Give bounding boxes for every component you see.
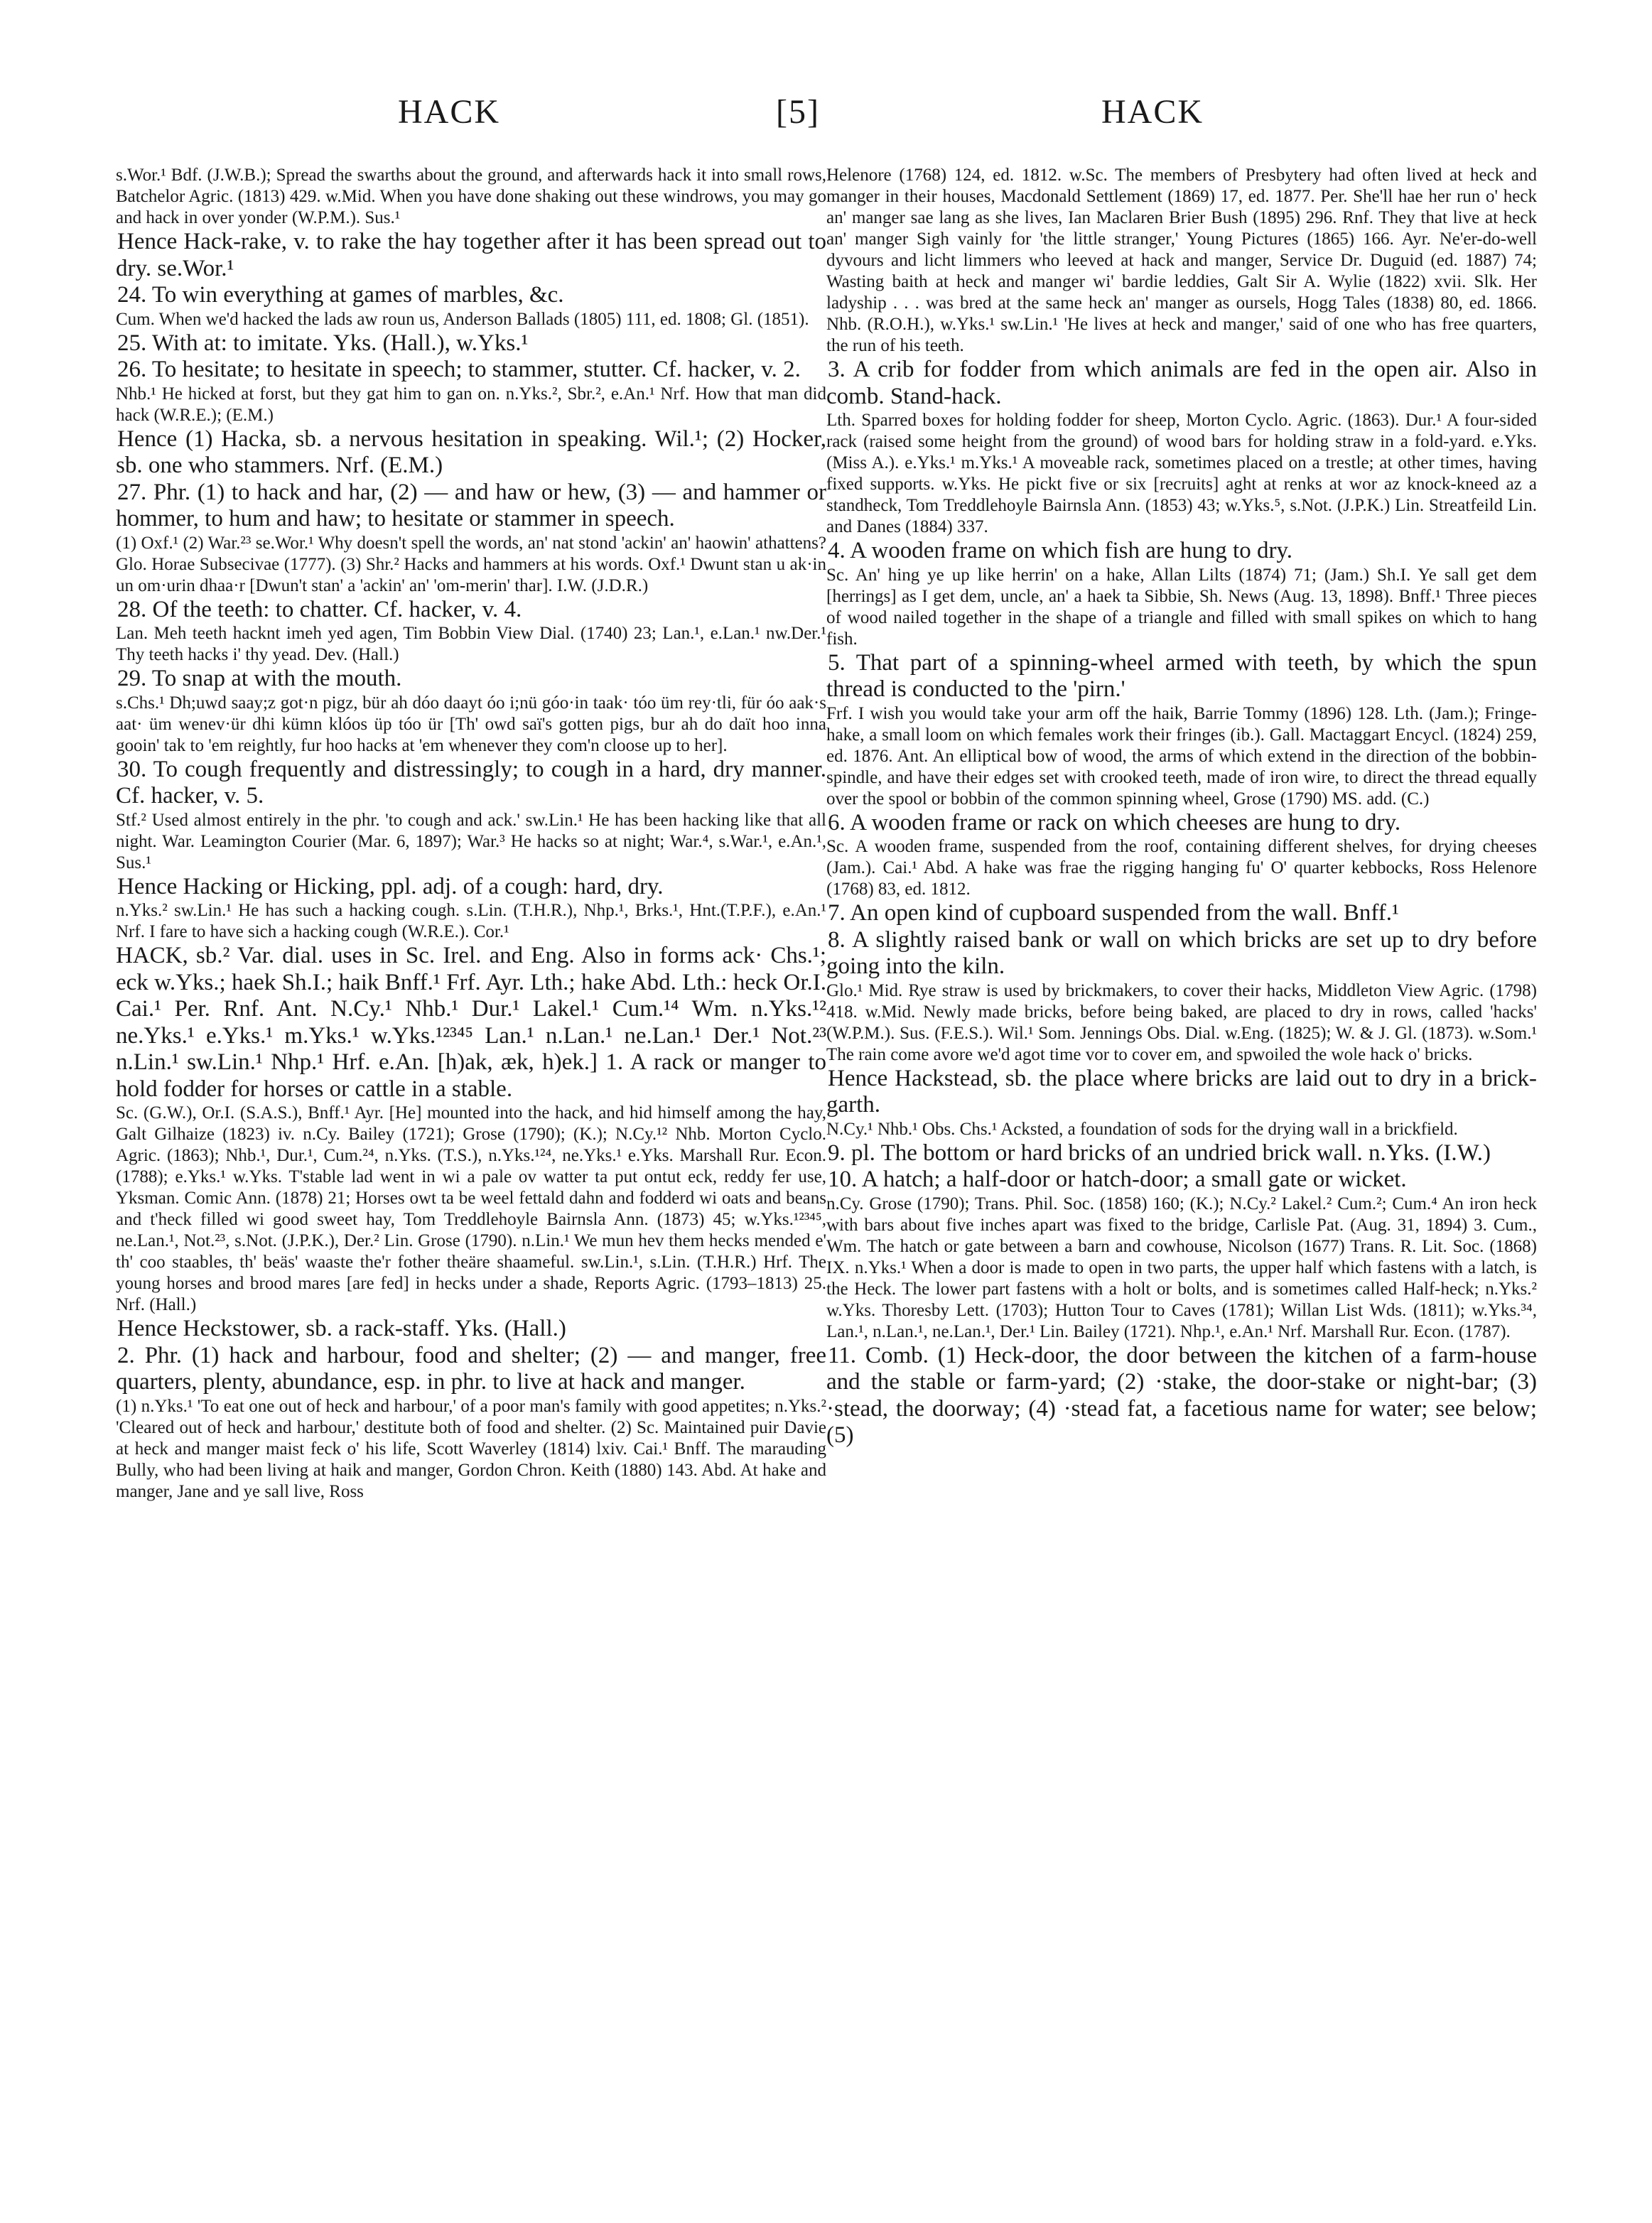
definition-paragraph: Hence Heckstower, sb. a rack-staff. Yks. (Hall.) <box>117 1316 566 1341</box>
citation-paragraph: Frf. I wish you would take your arm off the haik, Barrie Tommy (1896) 128. Lth. (Jam.); Fringe-hake, a small loom on which females work their fringes (ib.). Gall. Mactaggart Encycl. (1824) 259, ed. 1876. Ant. An elliptical bow of wood, the arms of which extend in the direction of the bobbin-spindle, and have their edges set with crooked teeth, made of iron wire, to direct the thread equally over the spool or bobbin of the common spinning wheel, Grose (1790) MS. add. (C.) <box>826 703 1537 808</box>
definition-paragraph: 5. That part of a spinning-wheel armed with teeth, by which the spun thread is conducted to the 'pirn.' <box>826 649 1537 702</box>
citation-paragraph: Sc. An' hing ye up like herrin' on a hake, Allan Lilts (1874) 71; (Jam.) Sh.I. Ye sall get dem [herrings] as I get dem, uncle, an' a haek ta Sibbie, Sh. News (Aug. 13, 1898). Bnff.¹ Three pieces of wood nailed together in the shape of a triangle and filled with small spikes on which to hang fish. <box>826 565 1537 649</box>
definition-paragraph: 6. A wooden frame or rack on which cheeses are hung to dry. <box>828 809 1401 835</box>
citation-paragraph: (1) Oxf.¹ (2) War.²³ se.Wor.¹ Why doesn't spell the words, an' nat stond 'ackin' an' haowin' athattens? Glo. Horae Subsecivae (1777). (3) Shr.² Hacks and hammers at his words. Oxf.¹ Dwunt stan u ak·in un om·urin dhaa·r [Dwun't stan' a 'ackin' an' 'om-merin' thar]. I.W. (J.D.R.) <box>116 533 826 595</box>
left-column <box>116 165 826 1503</box>
definition-paragraph: 9. pl. The bottom or hard bricks of an undried brick wall. n.Yks. (I.W.) <box>828 1140 1491 1166</box>
definition-paragraph: 24. To win everything at games of marbles, &c. <box>117 282 564 308</box>
citation-paragraph: Glo.¹ Mid. Rye straw is used by brickmakers, to cover their hacks, Middleton View Agric. (1798) 418. w.Mid. Newly made bricks, before being baked, are placed to dry in rows, called 'hacks' (W.P.M.). Sus. (F.E.S.). Wil.¹ Som. Jennings Obs. Dial. w.Eng. (1825); W. & J. Gl. (1873). w.Som.¹ The rain come avore we'd agot time vor to cover em, and spwoiled the wole hack o' bricks. <box>826 980 1537 1064</box>
citation-paragraph: Cum. When we'd hacked the lads aw roun us, Anderson Ballads (1805) 111, ed. 1808; Gl. (1851). <box>116 309 809 329</box>
definition-paragraph: 4. A wooden frame on which fish are hung to dry. <box>828 538 1293 563</box>
definition-paragraph: 26. To hesitate; to hesitate in speech; to stammer, stutter. Cf. hacker, v. 2. <box>117 357 801 382</box>
definition-paragraph: Hence Hacking or Hicking, ppl. adj. of a cough: hard, dry. <box>117 873 664 899</box>
page-number: [5] <box>776 93 820 131</box>
citation-paragraph: Stf.² Used almost entirely in the phr. 'to cough and ack.' sw.Lin.¹ He has been hacking like that all night. War. Leamington Courier (Mar. 6, 1897); War.³ He hacks so at night; War.⁴, s.War.¹, e.An.¹, Sus.¹ <box>116 810 826 872</box>
definition-paragraph: 29. To snap at with the mouth. <box>117 666 402 691</box>
right-column <box>826 165 1537 1449</box>
definition-paragraph: Hence Hackstead, sb. the place where bricks are laid out to dry in a brick-garth. <box>826 1065 1537 1118</box>
definition-paragraph: 28. Of the teeth: to chatter. Cf. hacker, v. 4. <box>117 596 522 622</box>
citation-paragraph: Sc. A wooden frame, suspended from the roof, containing different shelves, for drying cheeses (Jam.). Cai.¹ Abd. A hake was frae the rigging hanging fu' O' quarter kebbocks, Ross Helenore (1768) 83, ed. 1812. <box>826 837 1537 899</box>
definition-paragraph: 11. Comb. (1) Heck-door, the door between the kitchen of a farm-house and the stable or farm-yard; (2) ·stake, the door-stake or night-bar; (3) ·stead, the doorway; (4) ·stead fat, a facetious name for water; see below; (5) <box>826 1342 1537 1448</box>
citation-paragraph: n.Cy. Grose (1790); Trans. Phil. Soc. (1858) 160; (K.); N.Cy.² Lakel.² Cum.²; Cum.⁴ An iron heck with bars about five inches apart was fixed to the bridge, Carlisle Pat. (Aug. 31, 1894) 3. Cum., Wm. The hatch or gate between a barn and cowhouse, Nicolson (1677) Trans. R. Lit. Soc. (1868) IX. n.Yks.¹ When a door is made to open in two parts, the upper half which fastens with a latch, is the Heck. The lower part fastens with a holt or bolts, and is sometimes called Half-heck; n.Yks.² w.Yks. Thoresby Lett. (1703); Hutton Tour to Caves (1781); Willan List Wds. (1811); w.Yks.³⁴, Lan.¹, n.Lan.¹, ne.Lan.¹, Der.¹ Lin. Bailey (1721). Nhp.¹, e.An.¹ Nrf. Marshall Rur. Econ. (1787). <box>826 1194 1537 1341</box>
citation-paragraph: N.Cy.¹ Nhb.¹ Obs. Chs.¹ Acksted, a foundation of sods for the drying wall in a brickfield. <box>826 1119 1458 1139</box>
citation-paragraph: s.Chs.¹ Dh;uwd saay;z got·n pigz, bür ah dóo daayt óo i;nü góo·in taak· tóo üm rey·tli, für óo aak·s aat· üm wenev·ür dhi kümn klóos üp tóo ür [Th' owd saï's gotten pigs, bur ah do daït hoo inna gooin' tak to 'em reightly, fur hoo hacks at 'em whenever they com'n cloose up to her]. <box>116 693 826 755</box>
citation-paragraph: Lan. Meh teeth hacknt imeh yed agen, Tim Bobbin View Dial. (1740) 23; Lan.¹, e.Lan.¹ nw.Der.¹ Thy teeth hacks i' thy yead. Dev. (Hall.) <box>116 624 826 664</box>
definition-paragraph: 27. Phr. (1) to hack and har, (2) — and haw or hew, (3) — and hammer or hommer, to hum and haw; to hesitate or stammer in speech. <box>116 479 826 531</box>
citation-paragraph: Sc. (G.W.), Or.I. (S.A.S.), Bnff.¹ Ayr. [He] mounted into the hack, and hid himself among the hay, Galt Gilhaize (1823) iv. n.Cy. Bailey (1721); Grose (1790); (K.); N.Cy.¹² Nhb. Morton Cyclo. Agric. (1863); Nhb.¹, Dur.¹, Cum.²⁴, n.Yks. (T.S.), n.Yks.¹²⁴, ne.Yks.¹ e.Yks. Marshall Rur. Econ. (1788); e.Yks.¹ w.Yks. T'stable lad went in wi a pale ov watter ta put ontut eck, reddy fer use, Yksman. Comic Ann. (1878) 21; Horses owt ta be weel fettald dahn and fodderd wi oats and beans and t'heck filled wi good sweet hay, Tom Treddlehoyle Bairnsla Ann. (1873) 45; w.Yks.¹²³⁴⁵, ne.Lan.¹, Not.²³, s.Not. (J.P.K.), Der.² Lin. Grose (1790). n.Lin.¹ We mun hev them hecks mended e' th' coo staables, th' beäs' waaste the'r fother theäre shaameful. sw.Lin.¹, s.Lin. (T.H.R.) Hrf. The young horses and brood mares [are fed] in hecks under a shade, Reports Agric. (1793–1813) 25. Nrf. (Hall.) <box>116 1103 826 1314</box>
definition-paragraph: 25. With at: to imitate. Yks. (Hall.), w.Yks.¹ <box>117 330 529 356</box>
definition-paragraph: 3. A crib for fodder from which animals are fed in the open air. Also in comb. Stand-hack. <box>826 357 1537 409</box>
entry-headword-paragraph: HACK, sb.² Var. dial. uses in Sc. Irel. and Eng. Also in forms ack· Chs.¹; eck w.Yks.; haek Sh.I.; haik Bnff.¹ Frf. Ayr. Lth.; hake Abd. Lth.: heck Or.I. Cai.¹ Per. Rnf. Ant. N.Cy.¹ Nhb.¹ Dur.¹ Lakel.¹ Cum.¹⁴ Wm. n.Yks.¹² ne.Yks.¹ e.Yks.¹ m.Yks.¹ w.Yks.¹²³⁴⁵ Lan.¹ n.Lan.¹ ne.Lan.¹ Der.¹ Not.²³ n.Lin.¹ sw.Lin.¹ Nhp.¹ Hrf. e.An. [h)ak, æk, h)ek.] 1. A rack or manger to hold fodder for horses or cattle in a stable. <box>116 943 826 1102</box>
running-head-right: HACK <box>1101 93 1204 131</box>
citation-paragraph: Nhb.¹ He hicked at forst, but they gat him to gan on. n.Yks.², Sbr.², e.An.¹ Nrf. How that man did hack (W.R.E.); (E.M.) <box>116 384 826 425</box>
definition-paragraph: Hence (1) Hacka, sb. a nervous hesitation in speaking. Wil.¹; (2) Hocker, sb. one who stammers. Nrf. (E.M.) <box>116 426 826 478</box>
definition-paragraph: 2. Phr. (1) hack and harbour, food and shelter; (2) — and manger, free quarters, plenty, abundance, esp. in phr. to live at hack and manger. <box>116 1342 826 1395</box>
definition-paragraph: 30. To cough frequently and distressingly; to cough in a hard, dry manner. Cf. hacker, v. 5. <box>116 756 826 808</box>
citation-paragraph: Lth. Sparred boxes for holding fodder for sheep, Morton Cyclo. Agric. (1863). Dur.¹ A four-sided rack (raised some height from the ground) of wood bars for holding straw in a fold-yard. e.Yks. (Miss A.). e.Yks.¹ m.Yks.¹ A moveable rack, sometimes placed on a trestle; at other times, having fixed supports. w.Yks. He pickt five or six [recruits] aght at renks at wor az knock-kneed az a standheck, Tom Treddlehoyle Bairnsla Ann. (1853) 43; w.Yks.⁵, s.Not. (J.P.K.) Lin. Streatfeild Lin. and Danes (1884) 337. <box>826 411 1537 536</box>
citation-paragraph: Helenore (1768) 124, ed. 1812. w.Sc. The members of Presbytery had often lived at heck and manger in their houses, Macdonald Settlement (1869) 17, ed. 1877. Per. She'll hae her run o' heck an' manger sae lang as she lives, Ian Maclaren Brier Bush (1895) 296. Rnf. They that live at heck an' manger Sigh vainly for 'the little stranger,' Young Pictures (1865) 166. Ayr. Ne'er-do-well dyvours and licht limmers who leeved at hack and manger, Service Dr. Duguid (ed. 1887) 74; Wasting baith at heck and manger wi' bardie leddies, Galt Sir A. Wylie (1822) xvii. Slk. Her ladyship . . . was bred at the same heck an' manger as oursels, Hogg Tales (1838) 80, ed. 1866. Nhb. (R.O.H.), w.Yks.¹ sw.Lin.¹ 'He lives at heck and manger,' said of one who has free quarters, the run of his teeth. <box>826 166 1537 355</box>
definition-paragraph: 10. A hatch; a half-door or hatch-door; a small gate or wicket. <box>828 1167 1407 1192</box>
citation-paragraph: n.Yks.² sw.Lin.¹ He has such a hacking cough. s.Lin. (T.H.R.), Nhp.¹, Brks.¹, Hnt.(T.P.F.), e.An.¹ Nrf. I fare to have sich a hacking cough (W.R.E.). Cor.¹ <box>116 901 826 941</box>
definition-paragraph: 7. An open kind of cupboard suspended from the wall. Bnff.¹ <box>828 900 1399 926</box>
citation-paragraph: (1) n.Yks.¹ 'To eat one out of heck and harbour,' of a poor man's family with good appetites; n.Yks.² 'Cleared out of heck and harbour,' destitute both of food and shelter. (2) Sc. Maintained puir Davie at heck and manger maist feck o' his life, Scott Waverley (1814) lxiv. Cai.¹ Bnff. The marauding Bully, who had been living at haik and manger, Gordon Chron. Keith (1880) 143. Abd. At hake and manger, Jane and ye sall live, Ross <box>116 1396 826 1501</box>
definition-paragraph: Hence Hack-rake, v. to rake the hay together after it has been spread out to dry. se.Wor.¹ <box>116 229 826 281</box>
citation-paragraph: s.Wor.¹ Bdf. (J.W.B.); Spread the swarths about the ground, and afterwards hack it into small rows, Batchelor Agric. (1813) 429. w.Mid. When you have done shaking out these windrows, you may go and hack in over yonder (W.P.M.). Sus.¹ <box>116 166 826 227</box>
running-head-left: HACK <box>398 93 501 131</box>
definition-paragraph: 8. A slightly raised bank or wall on which bricks are set up to dry before going into the kiln. <box>826 926 1537 979</box>
